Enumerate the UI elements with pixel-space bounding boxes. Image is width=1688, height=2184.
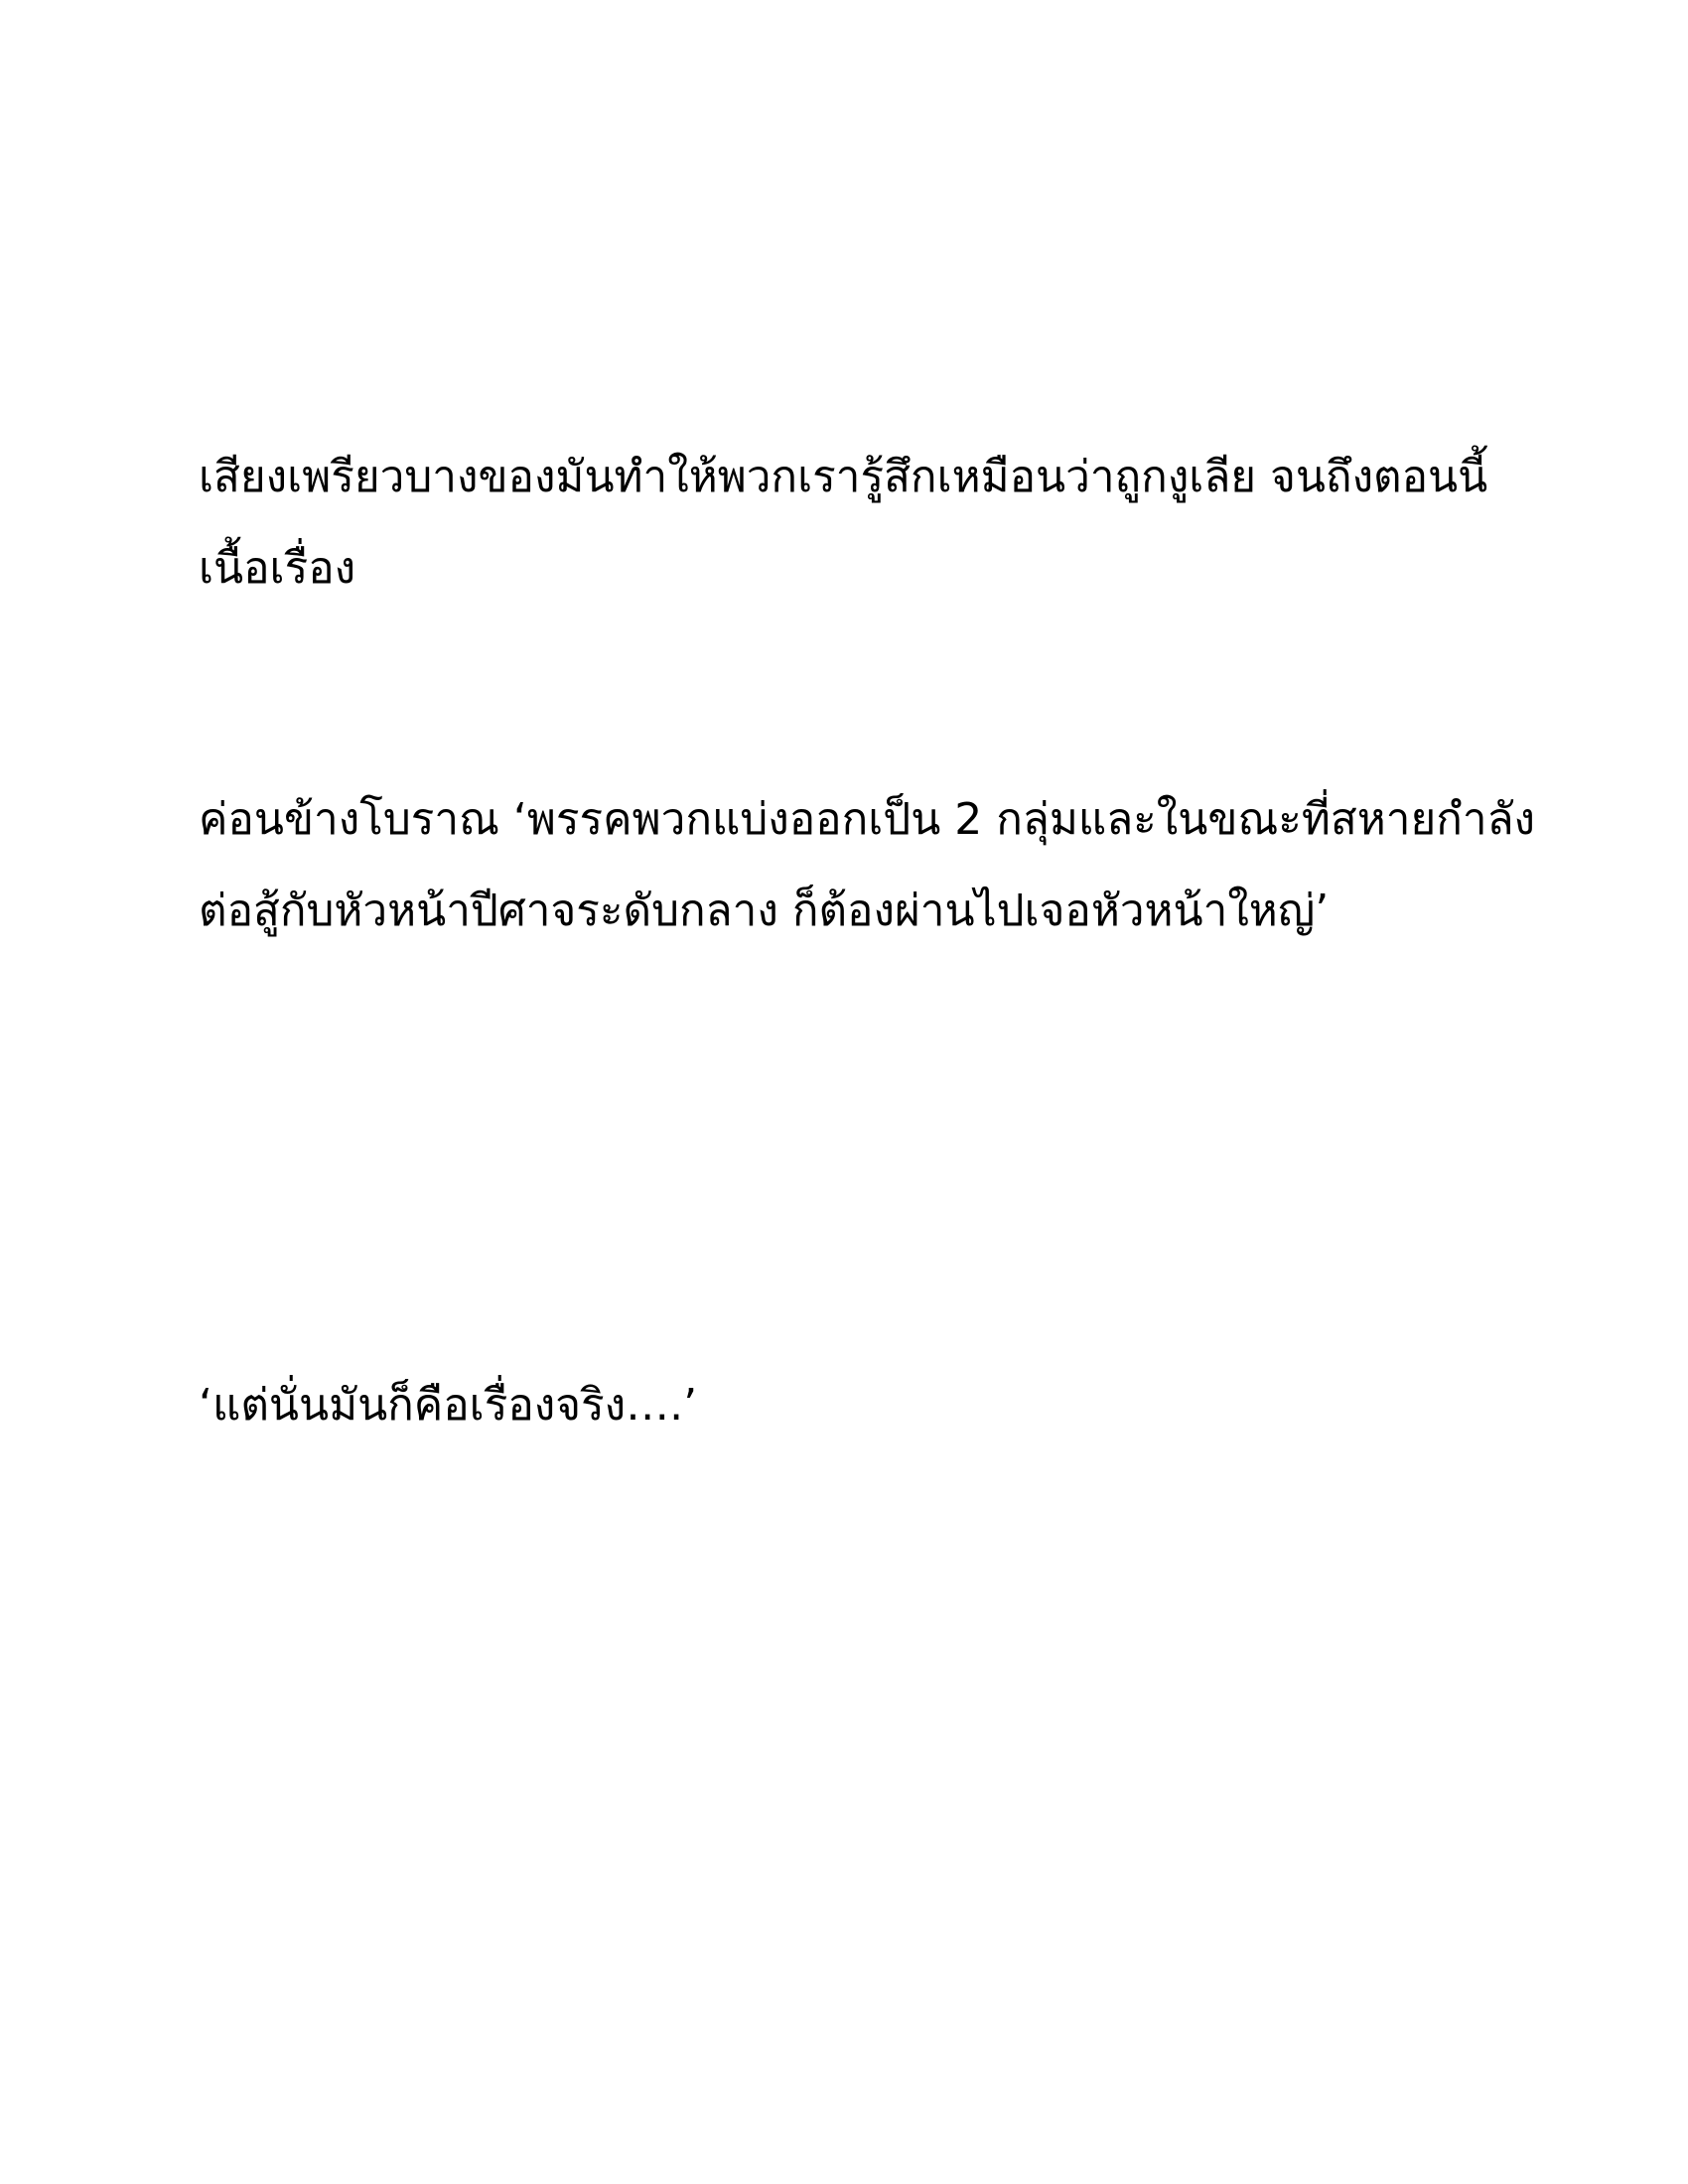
- paragraph-1-line-1: เสียงเพรียวบางของมันทำให้พวกเรารู้สึกเหมือนว่าถูกงูเลีย จนถึงตอนนี้: [199, 452, 1488, 502]
- paragraph-1-line-2: เนื้อเรื่อง: [199, 543, 356, 594]
- paragraph-2-line-2: ต่อสู้กับหัวหน้าปีศาจระดับกลาง ก็ต้องผ่านไปเจอหัวหน้าใหญ่’: [199, 886, 1330, 936]
- paragraph-3-line-1: ‘แต่นั่นมันก็คือเรื่องจริง….’: [199, 1380, 698, 1431]
- paragraph-2-line-1: ค่อนข้างโบราณ ‘พรรคพวกแบ่งออกเป็น 2 กลุ่มและในขณะที่สหายกำลัง: [199, 794, 1536, 845]
